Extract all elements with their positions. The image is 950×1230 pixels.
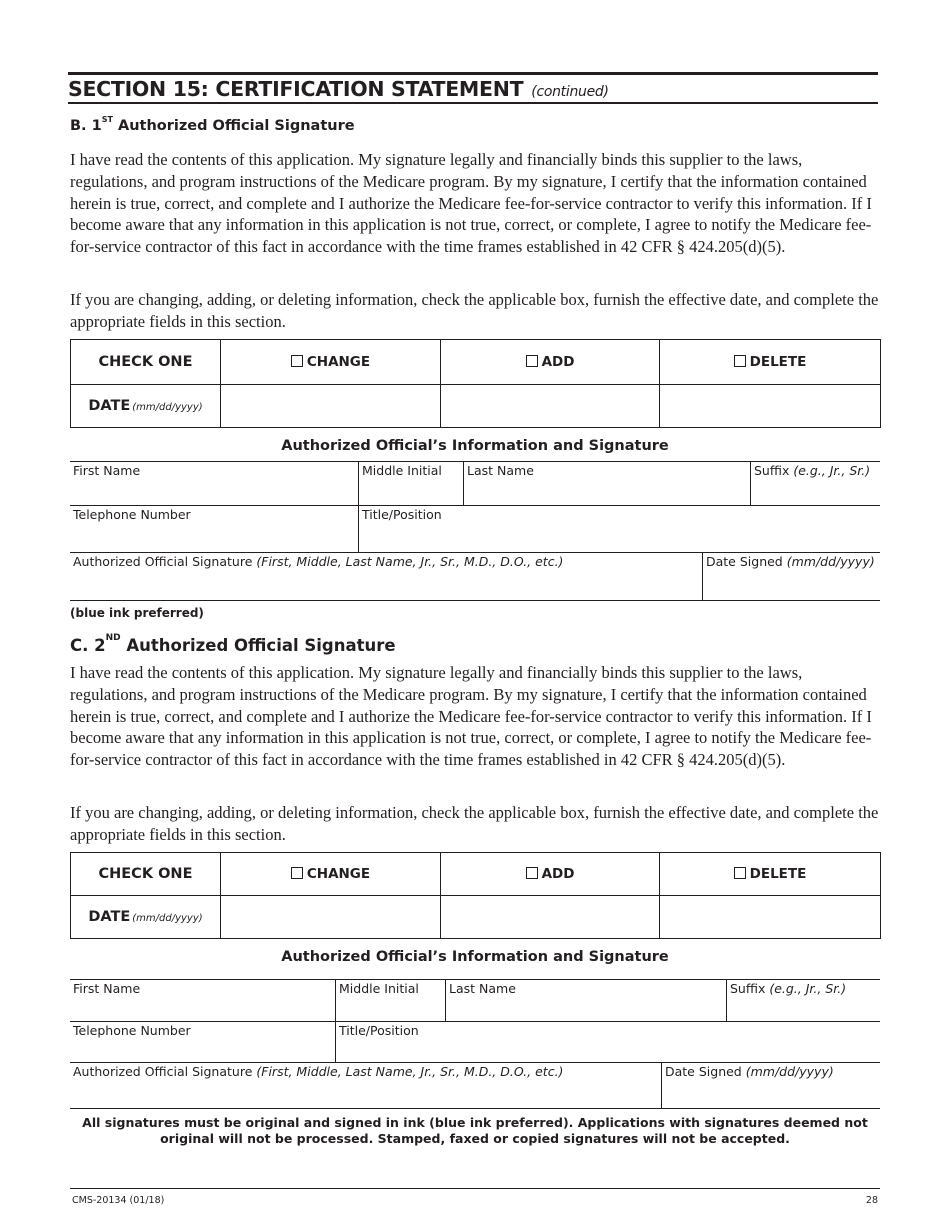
section-b-heading: B. 1ST Authorized Official Signature xyxy=(70,115,355,134)
suffix-field[interactable]: Suffix (e.g., Jr., Sr.) xyxy=(726,980,880,1022)
date-signed-field[interactable]: Date Signed (mm/dd/yyyy) xyxy=(661,1063,880,1109)
first-name-field[interactable]: First Name xyxy=(70,462,359,506)
section-b-info-title: Authorized Official’s Information and Signature xyxy=(281,438,669,454)
last-name-field[interactable]: Last Name xyxy=(445,980,727,1022)
suffix-field[interactable]: Suffix (e.g., Jr., Sr.) xyxy=(750,462,880,506)
date-signed-field[interactable]: Date Signed (mm/dd/yyyy) xyxy=(702,553,880,601)
delete-date-field[interactable] xyxy=(660,385,881,428)
section-c-heading: C. 2ND Authorized Official Signature xyxy=(70,633,396,655)
section-b-instructions: If you are changing, adding, or deleting information, check the applicable box, furnish the effective date, and complete the appropriate fields in this section. xyxy=(70,290,879,331)
section-c-instructions: If you are changing, adding, or deleting information, check the applicable box, furnish the effective date, and complete the appropriate fields in this section. xyxy=(70,803,879,844)
section-b-check-table xyxy=(70,339,881,428)
signature-field[interactable]: Authorized Official Signature (First, Middle, Last Name, Jr., Sr., M.D., D.O., etc.) xyxy=(70,1063,662,1109)
delete-checkbox[interactable] xyxy=(734,355,746,367)
middle-initial-field[interactable]: Middle Initial xyxy=(335,980,446,1022)
delete-option[interactable]: DELETE xyxy=(660,340,881,385)
change-checkbox[interactable] xyxy=(291,867,303,879)
telephone-field[interactable]: Telephone Number xyxy=(70,1022,336,1063)
change-checkbox[interactable] xyxy=(291,355,303,367)
date-label: DATE (mm/dd/yyyy) xyxy=(71,385,221,428)
telephone-field[interactable]: Telephone Number xyxy=(70,506,359,553)
check-one-label: CHECK ONE xyxy=(71,853,221,896)
delete-option[interactable]: DELETE xyxy=(660,853,881,896)
section-c-info-form xyxy=(70,979,880,1108)
delete-date-field[interactable] xyxy=(660,896,881,939)
blue-ink-note: (blue ink preferred) xyxy=(70,606,204,620)
add-option[interactable]: ADD xyxy=(441,853,660,896)
change-date-field[interactable] xyxy=(221,385,441,428)
section-title: SECTION 15: CERTIFICATION STATEMENT (continued) xyxy=(68,77,609,101)
middle-initial-field[interactable]: Middle Initial xyxy=(358,462,464,506)
title-position-field[interactable]: Title/Position xyxy=(335,1022,880,1063)
change-date-field[interactable] xyxy=(221,896,441,939)
section-b-certification-text: I have read the contents of this application. My signature legally and financially binds this supplier to the laws, regulations, and program instructions of the Medicare program. By my signature, I certify that the information contained herein is true, correct, and complete and I authorize the Medicare fee-for-service contractor to verify this information. If I become aware that any information in this application is not true, correct, or complete, I agree to notify the Medicare fee-for-service contractor of this fact in accordance with the time frames established in 42 CFR § 424.205(d)(5). xyxy=(70,150,872,257)
change-option[interactable]: CHANGE xyxy=(221,853,441,896)
section-header xyxy=(68,72,878,104)
first-name-field[interactable]: First Name xyxy=(70,980,336,1022)
add-checkbox[interactable] xyxy=(526,867,538,879)
form-id: CMS-20134 (01/18) xyxy=(72,1195,165,1206)
section-c-info-title: Authorized Official’s Information and Signature xyxy=(281,949,669,965)
title-position-field[interactable]: Title/Position xyxy=(358,506,880,553)
add-date-field[interactable] xyxy=(441,385,660,428)
signature-field[interactable]: Authorized Official Signature (First, Middle, Last Name, Jr., Sr., M.D., D.O., etc.) xyxy=(70,553,703,601)
page-footer xyxy=(70,1188,880,1209)
date-label: DATE (mm/dd/yyyy) xyxy=(71,896,221,939)
add-option[interactable]: ADD xyxy=(441,340,660,385)
last-name-field[interactable]: Last Name xyxy=(463,462,751,506)
section-continued: (continued) xyxy=(531,84,609,100)
section-c-certification-text: I have read the contents of this application. My signature legally and financially binds this supplier to the laws, regulations, and program instructions of the Medicare program. By my signature, I certify that the information contained herein is true, correct, and complete and I authorize the Medicare fee-for-service contractor to verify this information. If I become aware that any information in this application is not true, correct, or complete, I agree to notify the Medicare fee-for-service contractor of this fact in accordance with the time frames established in 42 CFR § 424.205(d)(5). xyxy=(70,663,872,770)
page-number: 28 xyxy=(865,1195,878,1206)
add-checkbox[interactable] xyxy=(526,355,538,367)
signature-notice: All signatures must be original and signed in ink (blue ink preferred). Applications with signatures deemed not original will not be processed. Stamped, faxed or copied signatures will not be accepted. xyxy=(82,1115,868,1146)
section-c-check-table xyxy=(70,852,881,939)
check-one-label: CHECK ONE xyxy=(71,340,221,385)
delete-checkbox[interactable] xyxy=(734,867,746,879)
add-date-field[interactable] xyxy=(441,896,660,939)
section-b-info-form xyxy=(70,461,880,600)
change-option[interactable]: CHANGE xyxy=(221,340,441,385)
